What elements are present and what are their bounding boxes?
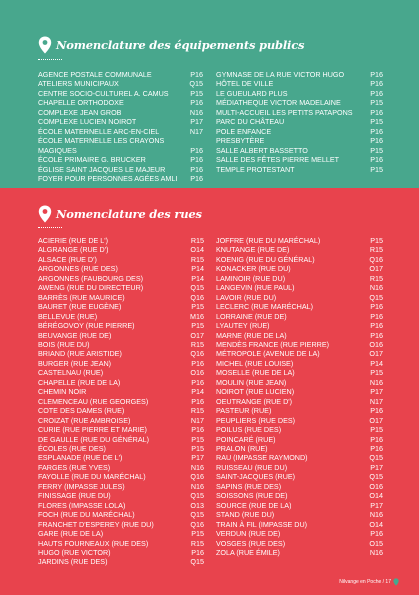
list-item <box>216 89 383 98</box>
map-pin-icon <box>38 36 52 54</box>
item-name: CENTRE SOCIO-CULTUREL A. CAMUS <box>38 88 169 98</box>
list-item <box>216 236 383 245</box>
item-name: ÉGLISE SAINT JACQUES LE MAJEUR <box>38 164 166 174</box>
item-name: BOIS (RUE DU) <box>38 339 90 349</box>
item-name: NOIROT (RUE LUCIEN) <box>216 387 295 397</box>
list-item <box>216 501 383 510</box>
grid-reference: P15 <box>370 236 383 245</box>
item-name: ESPLANADE (RUE DE L') <box>38 453 123 463</box>
grid-reference: P16 <box>190 98 203 108</box>
item-name: ÉCOLE MATERNELLE ARC-EN-CIEL <box>38 126 160 136</box>
list-item <box>38 293 204 302</box>
list-item <box>38 331 204 340</box>
grid-reference: Q16 <box>190 519 204 529</box>
list-item <box>38 89 203 98</box>
grid-reference: Q15 <box>369 453 383 463</box>
list-item <box>216 529 383 538</box>
grid-reference: Q15 <box>190 510 204 520</box>
grid-reference: O17 <box>190 330 204 340</box>
grid-reference: P16 <box>370 155 383 165</box>
list-item <box>216 98 383 107</box>
item-name: AGENCE POSTALE COMMUNALE <box>38 70 152 79</box>
item-name: MARNE (RUE DE LA) <box>216 330 287 340</box>
list-item <box>216 397 383 406</box>
grid-reference: N17 <box>369 396 383 406</box>
list-item <box>38 136 203 145</box>
list-item <box>38 510 204 519</box>
item-name: FARGES (RUE YVES) <box>38 462 111 472</box>
grid-reference: P15 <box>370 368 383 378</box>
grid-reference: P17 <box>370 387 383 397</box>
grid-reference: P17 <box>190 117 203 127</box>
grid-reference: P16 <box>370 321 383 331</box>
list-item <box>216 378 383 387</box>
item-name: HUGO (RUE VICTOR) <box>38 547 111 557</box>
list-item <box>38 501 204 510</box>
item-name: HÔTEL DE VILLE <box>216 79 274 89</box>
item-name: FINISSAGE (RUE DU) <box>38 491 111 501</box>
item-name: BRIAND (RUE ARISTIDE) <box>38 349 122 359</box>
grid-reference: R15 <box>369 245 383 255</box>
item-name: CHAPELLE ORTHODOXE <box>38 98 124 108</box>
grid-reference: P16 <box>370 107 383 117</box>
list-item <box>38 548 204 557</box>
list-item <box>38 274 204 283</box>
item-name: STAND (RUE DU) <box>216 510 275 520</box>
item-name: SALLE ALBERT BASSETTO <box>216 145 308 155</box>
list-item <box>216 312 383 321</box>
item-name: ZOLA (RUE ÉMILE) <box>216 547 280 557</box>
list-item <box>216 255 383 264</box>
rues-title: Nomenclature des rues <box>56 207 202 221</box>
item-name: FAYOLLE (RUE DU MARÉCHAL) <box>38 472 146 482</box>
item-name: COMPLEXE LUCIEN NOIROT <box>38 117 137 127</box>
item-name: BEUVANGE (RUE DE) <box>38 330 112 340</box>
list-item <box>38 463 204 472</box>
grid-reference: P16 <box>370 330 383 340</box>
list-item <box>38 425 204 434</box>
item-name: MÉTROPOLE (AVENUE DE LA) <box>216 349 320 359</box>
grid-reference: O17 <box>369 415 383 425</box>
grid-reference: R15 <box>190 236 204 245</box>
grid-reference: Q15 <box>190 557 204 567</box>
grid-reference: P16 <box>370 79 383 89</box>
list-item <box>216 368 383 377</box>
item-name: MOSELLE (RUE DE LA) <box>216 368 295 378</box>
item-name: PASTEUR (RUE) <box>216 406 272 416</box>
item-name: POINCARÉ (RUE) <box>216 434 276 444</box>
grid-reference: Q16 <box>369 254 383 264</box>
list-item <box>38 127 203 136</box>
item-name: MOULIN (RUE JEAN) <box>216 377 287 387</box>
list-item <box>216 127 383 136</box>
item-name: FERRY (IMPASSE JULES) <box>38 481 125 491</box>
item-name: BARRÈS (RUE MAURICE) <box>38 292 125 302</box>
list-item <box>216 264 383 273</box>
list-item <box>216 331 383 340</box>
grid-reference: R15 <box>190 254 204 264</box>
list-item <box>216 482 383 491</box>
rues-list-right <box>216 236 383 557</box>
grid-reference: O14 <box>369 519 383 529</box>
list-item <box>38 539 204 548</box>
grid-reference: P16 <box>370 88 383 98</box>
grid-reference: P15 <box>191 302 204 312</box>
item-name: RUISSEAU (RUE DU) <box>216 462 288 472</box>
item-name: KONACKER (RUE DU) <box>216 264 291 274</box>
item-name: ARGONNES (FAUBOURG DES) <box>38 273 144 283</box>
list-item <box>38 264 204 273</box>
list-item <box>38 520 204 529</box>
list-item <box>216 425 383 434</box>
grid-reference: N16 <box>190 481 204 491</box>
list-item <box>216 472 383 481</box>
list-item <box>216 340 383 349</box>
list-item <box>38 283 204 292</box>
list-item <box>216 302 383 311</box>
grid-reference: P14 <box>191 387 204 397</box>
item-name: PRALON (RUE) <box>216 443 268 453</box>
item-name: CASTELNAU (RUE) <box>38 368 104 378</box>
grid-reference: P17 <box>370 462 383 472</box>
item-name: DE GAULLE (RUE DU GÉNÉRAL) <box>38 434 150 444</box>
grid-reference: P16 <box>191 396 204 406</box>
list-item <box>38 397 204 406</box>
grid-reference: P15 <box>370 117 383 127</box>
grid-reference: P15 <box>191 434 204 444</box>
equipements-list-right <box>216 70 383 174</box>
item-name: COMPLEXE JEAN GROB <box>38 107 122 117</box>
grid-reference: Q16 <box>190 472 204 482</box>
item-name: MICHEL (RUE LOUISE) <box>216 358 294 368</box>
item-name: SALLE DES FÊTES PIERRE MELLET <box>216 155 340 165</box>
list-item <box>38 491 204 500</box>
grid-reference: N16 <box>369 283 383 293</box>
list-item <box>38 444 204 453</box>
item-name: FLORES (IMPASSE LOLA) <box>38 500 126 510</box>
item-name: MENDÈS FRANCE (RUE PIERRE) <box>216 339 330 349</box>
list-item <box>216 435 383 444</box>
grid-reference: P16 <box>190 70 203 79</box>
list-item <box>38 453 204 462</box>
list-item <box>216 406 383 415</box>
grid-reference <box>199 136 203 145</box>
item-name: PARC DU CHÂTEAU <box>216 117 285 127</box>
item-name: CROIZAT (RUE AMBROISE) <box>38 415 131 425</box>
equipements-title: Nomenclature des équipements publics <box>56 38 305 52</box>
grid-reference: P16 <box>370 136 383 146</box>
list-item <box>216 165 383 174</box>
item-name: ÉCOLES (RUE DES) <box>38 443 106 453</box>
list-item <box>216 416 383 425</box>
grid-reference: N16 <box>369 547 383 557</box>
grid-reference: P17 <box>370 500 383 510</box>
list-item <box>38 155 203 164</box>
item-name: GARE (RUE DE LA) <box>38 529 104 539</box>
grid-reference: O14 <box>369 491 383 501</box>
item-name: LYAUTEY (RUE) <box>216 321 270 331</box>
grid-reference: P14 <box>370 358 383 368</box>
list-item <box>38 378 204 387</box>
equipements-list-left <box>38 70 203 183</box>
item-name: ACIERIE (RUE DE L') <box>38 236 109 245</box>
grid-reference: P15 <box>190 88 203 98</box>
grid-reference: Q15 <box>190 491 204 501</box>
item-name: ALGRANGE (RUE D') <box>38 245 109 255</box>
list-item <box>216 79 383 88</box>
grid-reference: Q16 <box>190 292 204 302</box>
list-item <box>38 245 204 254</box>
divider <box>38 59 62 60</box>
item-name: COTE DES DAMES (RUE) <box>38 406 125 416</box>
list-item <box>38 312 204 321</box>
item-name: MULTI-ACCUEIL LES PETITS PATAPONS <box>216 107 353 117</box>
grid-reference: M16 <box>190 311 204 321</box>
item-name: TEMPLE PROTESTANT <box>216 164 295 174</box>
item-name: BURGER (RUE JEAN) <box>38 358 112 368</box>
list-item <box>216 155 383 164</box>
list-item <box>38 236 204 245</box>
list-item <box>216 245 383 254</box>
rues-header <box>38 205 202 223</box>
item-name: HAUTS FOURNEAUX (RUE DES) <box>38 538 149 548</box>
list-item <box>38 98 203 107</box>
item-name: BELLEVUE (RUE) <box>38 311 98 321</box>
list-item <box>216 283 383 292</box>
grid-reference: R15 <box>190 538 204 548</box>
grid-reference: P16 <box>370 443 383 453</box>
item-name: ALSACE (RUE D') <box>38 254 97 264</box>
list-item <box>38 165 203 174</box>
list-item <box>38 349 204 358</box>
grid-reference: N17 <box>190 415 204 425</box>
item-name: CLEMENCEAU (RUE GEORGES) <box>38 396 149 406</box>
grid-reference: P16 <box>370 302 383 312</box>
item-name: RAU (IMPASSE RAYMOND) <box>216 453 308 463</box>
item-name: VERDUN (RUE DE) <box>216 529 281 539</box>
item-name: ATELIERS MUNICIPAUX <box>38 79 119 89</box>
item-name: ARGONNES (RUE DES) <box>38 264 118 274</box>
item-name: ÉCOLE PRIMAIRE G. BRUCKER <box>38 155 146 165</box>
grid-reference: O17 <box>369 349 383 359</box>
grid-reference: Q15 <box>369 472 383 482</box>
grid-reference: P16 <box>370 311 383 321</box>
item-name: FOYER POUR PERSONNES AGÉES AMLI <box>38 173 178 183</box>
item-name: LECLERC (RUE MARÉCHAL) <box>216 302 314 312</box>
grid-reference: P16 <box>191 425 204 435</box>
grid-reference: R15 <box>369 273 383 283</box>
grid-reference: P16 <box>190 155 203 165</box>
list-item <box>216 293 383 302</box>
grid-reference: O16 <box>369 481 383 491</box>
grid-reference: O16 <box>369 339 383 349</box>
grid-reference: P16 <box>370 434 383 444</box>
page-footer <box>339 578 399 586</box>
item-name: OEUTRANGE (RUE D') <box>216 396 293 406</box>
grid-reference: P16 <box>190 173 203 183</box>
list-item <box>38 302 204 311</box>
grid-reference: N16 <box>369 377 383 387</box>
grid-reference: P15 <box>370 164 383 174</box>
grid-reference: P15 <box>370 425 383 435</box>
list-item <box>38 387 204 396</box>
list-item <box>216 491 383 500</box>
list-item <box>38 482 204 491</box>
item-name: LE GUEULARD PLUS <box>216 88 288 98</box>
list-item <box>38 472 204 481</box>
item-name: BAURET (RUE EUGÈNE) <box>38 302 122 312</box>
grid-reference: P15 <box>191 321 204 331</box>
item-name: JOFFRE (RUE DU MARÉCHAL) <box>216 236 321 245</box>
item-name: LORRAINE (RUE DE) <box>216 311 287 321</box>
item-name: KNUTANGE (RUE DE) <box>216 245 290 255</box>
map-pin-icon <box>393 578 399 586</box>
list-item <box>38 359 204 368</box>
grid-reference: Q15 <box>190 283 204 293</box>
grid-reference: P16 <box>191 377 204 387</box>
grid-reference: N16 <box>189 107 203 117</box>
item-name: CHEMIN NOIR <box>38 387 87 397</box>
list-item <box>216 463 383 472</box>
grid-reference: P16 <box>190 145 203 155</box>
item-name: LANGEVIN (RUE PAUL) <box>216 283 295 293</box>
list-item <box>38 146 203 155</box>
item-name: CURIE (RUE PIERRE ET MARIE) <box>38 425 147 435</box>
grid-reference: O15 <box>369 538 383 548</box>
item-name: SOURCE (RUE DE LA) <box>216 500 292 510</box>
grid-reference: O14 <box>190 245 204 255</box>
list-item <box>38 406 204 415</box>
list-item <box>216 510 383 519</box>
list-item <box>216 146 383 155</box>
grid-reference: P15 <box>370 145 383 155</box>
list-item <box>38 79 203 88</box>
item-name: SAINT-JACQUES (RUE) <box>216 472 296 482</box>
list-item <box>38 321 204 330</box>
grid-reference: P16 <box>191 547 204 557</box>
item-name: PRESBYTÈRE <box>216 136 265 146</box>
grid-reference: P16 <box>370 406 383 416</box>
item-name: LAMINOIR (RUE DU) <box>216 273 286 283</box>
item-name: BÉRÉGOVOY (RUE PIERRE) <box>38 321 135 331</box>
grid-reference: O17 <box>369 264 383 274</box>
item-name: TRAIN À FIL (IMPASSE DU) <box>216 519 308 529</box>
item-name: ÉCOLE MATERNELLE LES CRAYONS <box>38 136 165 146</box>
divider <box>38 227 62 228</box>
item-name: MÉDIATHEQUE VICTOR MADELAINE <box>216 98 341 108</box>
item-name: POLE ENFANCE <box>216 126 272 136</box>
list-item <box>216 453 383 462</box>
item-name: SAPINS (RUE DES) <box>216 481 282 491</box>
item-name: FRANCHET D'ESPEREY (RUE DU) <box>38 519 154 529</box>
grid-reference: Q15 <box>189 79 203 89</box>
grid-reference: P16 <box>190 164 203 174</box>
grid-reference: P16 <box>370 70 383 79</box>
list-item <box>38 70 203 79</box>
list-item <box>216 359 383 368</box>
grid-reference: N16 <box>369 510 383 520</box>
list-item <box>216 539 383 548</box>
item-name: FOCH (RUE DU MARÉCHAL) <box>38 510 135 520</box>
grid-reference: P15 <box>370 98 383 108</box>
list-item <box>216 349 383 358</box>
item-name: KOENIG (RUE DU GÉNÉRAL) <box>216 254 315 264</box>
item-name: VOSGES (RUE DES) <box>216 538 286 548</box>
list-item <box>38 117 203 126</box>
item-name: PEUPLIERS (RUE DES) <box>216 415 296 425</box>
list-item <box>216 321 383 330</box>
grid-reference: P16 <box>370 529 383 539</box>
list-item <box>38 340 204 349</box>
item-name: POILUS (RUE DES) <box>216 425 282 435</box>
grid-reference: P16 <box>191 358 204 368</box>
equipements-header <box>38 36 304 54</box>
item-name: GYMNASE DE LA RUE VICTOR HUGO <box>216 70 345 79</box>
list-item <box>38 174 203 183</box>
grid-reference: P14 <box>191 273 204 283</box>
grid-reference: P15 <box>191 443 204 453</box>
grid-reference: N17 <box>189 126 203 136</box>
item-name: MAGIQUES <box>38 145 77 155</box>
grid-reference: P17 <box>191 453 204 463</box>
grid-reference: N16 <box>190 462 204 472</box>
list-item <box>38 435 204 444</box>
list-item <box>216 387 383 396</box>
list-item <box>216 108 383 117</box>
list-item <box>216 548 383 557</box>
list-item <box>216 274 383 283</box>
grid-reference: Q16 <box>190 349 204 359</box>
item-name: AWENG (RUE DU DIRECTEUR) <box>38 283 144 293</box>
grid-reference: R15 <box>190 339 204 349</box>
list-item <box>38 416 204 425</box>
map-pin-icon <box>38 205 52 223</box>
list-item <box>216 70 383 79</box>
list-item <box>38 368 204 377</box>
list-item <box>38 255 204 264</box>
item-name: CHAPELLE (RUE DE LA) <box>38 377 121 387</box>
footer-text: Nilvange en Poche / 17 <box>339 579 391 585</box>
grid-reference: P16 <box>370 126 383 136</box>
list-item <box>38 529 204 538</box>
list-item <box>216 520 383 529</box>
list-item <box>216 444 383 453</box>
list-item <box>216 136 383 145</box>
item-name: JARDINS (RUE DES) <box>38 557 108 567</box>
rues-list-left <box>38 236 204 567</box>
item-name: SOISSONS (RUE DE) <box>216 491 288 501</box>
grid-reference: Q15 <box>369 292 383 302</box>
grid-reference: R15 <box>190 406 204 416</box>
list-item <box>38 557 204 566</box>
grid-reference: P14 <box>191 264 204 274</box>
list-item <box>38 108 203 117</box>
list-item <box>216 117 383 126</box>
grid-reference: O13 <box>190 500 204 510</box>
item-name: LAVOIR (RUE DU) <box>216 292 277 302</box>
grid-reference: P15 <box>191 529 204 539</box>
grid-reference: O16 <box>190 368 204 378</box>
